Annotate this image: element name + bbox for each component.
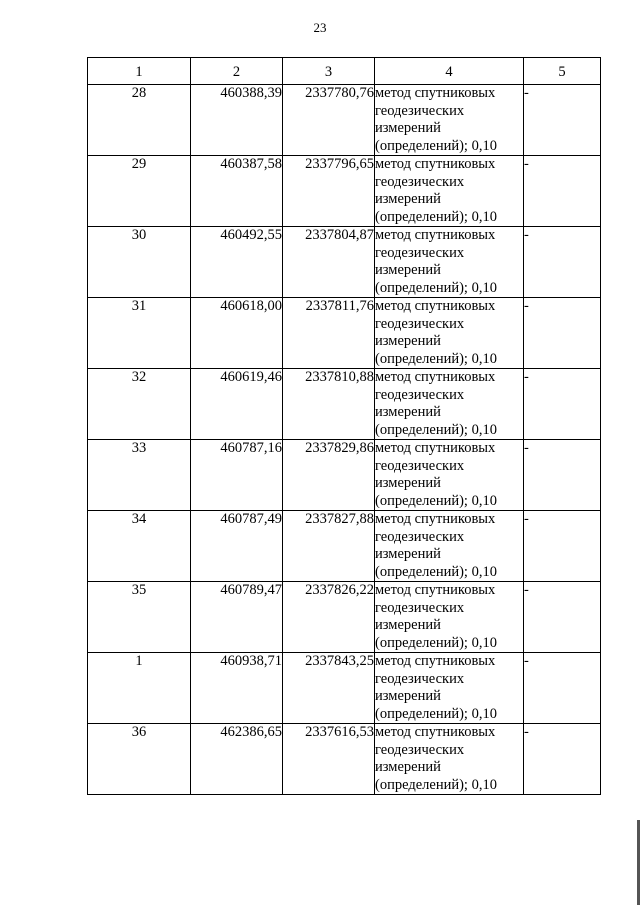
column-header-1: 1 <box>88 58 191 85</box>
point-number: 29 <box>88 156 191 227</box>
point-number: 1 <box>88 653 191 724</box>
point-number: 33 <box>88 440 191 511</box>
x-coordinate: 460618,00 <box>191 298 283 369</box>
y-coordinate: 2337811,76 <box>283 298 375 369</box>
note-cell: - <box>524 227 601 298</box>
x-coordinate: 460619,46 <box>191 369 283 440</box>
measurement-method: метод спутниковых геодезических измерений (определений); 0,10 <box>375 724 524 795</box>
x-coordinate: 460492,55 <box>191 227 283 298</box>
table-row <box>88 724 601 795</box>
measurement-method: метод спутниковых геодезических измерений (определений); 0,10 <box>375 227 524 298</box>
y-coordinate: 2337796,65 <box>283 156 375 227</box>
measurement-method: метод спутниковых геодезических измерений (определений); 0,10 <box>375 85 524 156</box>
table-row <box>88 653 601 724</box>
table-row <box>88 227 601 298</box>
table-header <box>88 58 601 85</box>
x-coordinate: 460387,58 <box>191 156 283 227</box>
table-row <box>88 156 601 227</box>
note-cell: - <box>524 85 601 156</box>
note-cell: - <box>524 582 601 653</box>
measurement-method: метод спутниковых геодезических измерений (определений); 0,10 <box>375 298 524 369</box>
note-cell: - <box>524 511 601 582</box>
table-body <box>88 85 601 795</box>
note-cell: - <box>524 156 601 227</box>
y-coordinate: 2337829,86 <box>283 440 375 511</box>
column-header-5: 5 <box>524 58 601 85</box>
table-row <box>88 298 601 369</box>
measurement-method: метод спутниковых геодезических измерений (определений); 0,10 <box>375 511 524 582</box>
x-coordinate: 460938,71 <box>191 653 283 724</box>
header-row <box>88 58 601 85</box>
x-coordinate: 460789,47 <box>191 582 283 653</box>
y-coordinate: 2337780,76 <box>283 85 375 156</box>
point-number: 30 <box>88 227 191 298</box>
point-number: 28 <box>88 85 191 156</box>
y-coordinate: 2337843,25 <box>283 653 375 724</box>
measurement-method: метод спутниковых геодезических измерений (определений); 0,10 <box>375 369 524 440</box>
column-header-2: 2 <box>191 58 283 85</box>
table-row <box>88 511 601 582</box>
y-coordinate: 2337810,88 <box>283 369 375 440</box>
measurement-method: метод спутниковых геодезических измерений (определений); 0,10 <box>375 582 524 653</box>
note-cell: - <box>524 369 601 440</box>
column-header-3: 3 <box>283 58 375 85</box>
y-coordinate: 2337826,22 <box>283 582 375 653</box>
note-cell: - <box>524 440 601 511</box>
x-coordinate: 460787,16 <box>191 440 283 511</box>
y-coordinate: 2337616,53 <box>283 724 375 795</box>
y-coordinate: 2337827,88 <box>283 511 375 582</box>
x-coordinate: 460388,39 <box>191 85 283 156</box>
note-cell: - <box>524 653 601 724</box>
table-row <box>88 582 601 653</box>
point-number: 31 <box>88 298 191 369</box>
column-header-4: 4 <box>375 58 524 85</box>
table-row <box>88 369 601 440</box>
table-row <box>88 440 601 511</box>
coordinates-table <box>87 57 601 795</box>
measurement-method: метод спутниковых геодезических измерений (определений); 0,10 <box>375 440 524 511</box>
note-cell: - <box>524 298 601 369</box>
x-coordinate: 460787,49 <box>191 511 283 582</box>
table-row <box>88 85 601 156</box>
point-number: 32 <box>88 369 191 440</box>
y-coordinate: 2337804,87 <box>283 227 375 298</box>
note-cell: - <box>524 724 601 795</box>
measurement-method: метод спутниковых геодезических измерений (определений); 0,10 <box>375 653 524 724</box>
page-number: 23 <box>313 20 327 35</box>
point-number: 34 <box>88 511 191 582</box>
measurement-method: метод спутниковых геодезических измерений (определений); 0,10 <box>375 156 524 227</box>
point-number: 36 <box>88 724 191 795</box>
point-number: 35 <box>88 582 191 653</box>
x-coordinate: 462386,65 <box>191 724 283 795</box>
